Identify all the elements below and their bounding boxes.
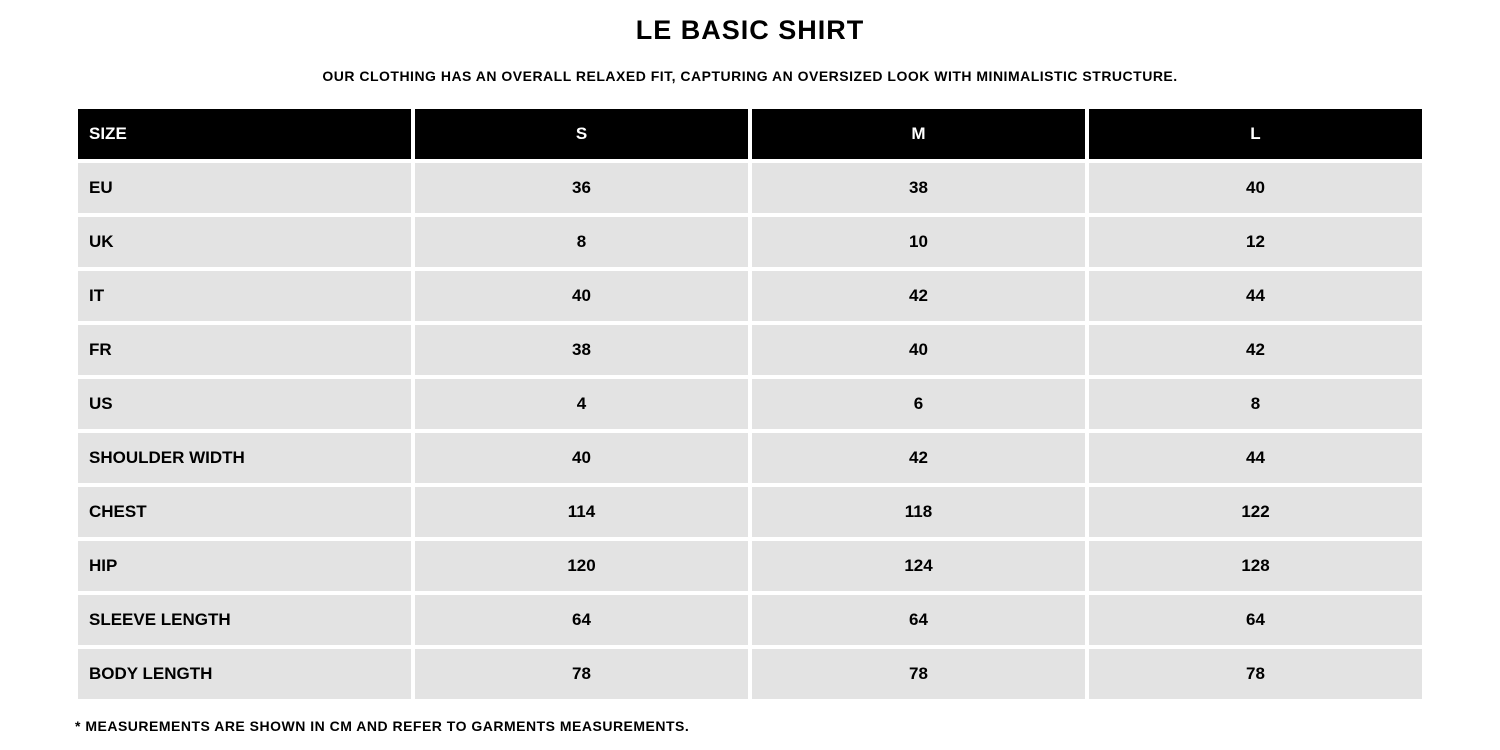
table-header-row: [78, 109, 1422, 159]
cell-value: 114: [415, 487, 748, 537]
row-label: SLEEVE LENGTH: [78, 595, 411, 645]
row-label: HIP: [78, 541, 411, 591]
cell-value: 64: [1089, 595, 1422, 645]
cell-value: 64: [752, 595, 1085, 645]
header-cell-l: L: [1089, 109, 1422, 159]
table-row: [78, 487, 1422, 537]
row-label: SHOULDER WIDTH: [78, 433, 411, 483]
cell-value: 78: [1089, 649, 1422, 699]
cell-value: 36: [415, 163, 748, 213]
table-row: [78, 379, 1422, 429]
cell-value: 8: [415, 217, 748, 267]
table-row: [78, 163, 1422, 213]
table-row: [78, 271, 1422, 321]
cell-value: 42: [1089, 325, 1422, 375]
cell-value: 4: [415, 379, 748, 429]
cell-value: 118: [752, 487, 1085, 537]
header-cell-size: SIZE: [78, 109, 411, 159]
row-label: IT: [78, 271, 411, 321]
table-row: [78, 325, 1422, 375]
header-cell-s: S: [415, 109, 748, 159]
cell-value: 40: [415, 433, 748, 483]
cell-value: 44: [1089, 271, 1422, 321]
cell-value: 42: [752, 433, 1085, 483]
cell-value: 38: [752, 163, 1085, 213]
cell-value: 12: [1089, 217, 1422, 267]
cell-value: 120: [415, 541, 748, 591]
row-label: CHEST: [78, 487, 411, 537]
measurement-footnote: * MEASUREMENTS ARE SHOWN IN CM AND REFER TO GARMENTS MEASUREMENTS.: [75, 718, 690, 734]
table-row: [78, 541, 1422, 591]
row-label: UK: [78, 217, 411, 267]
cell-value: 78: [415, 649, 748, 699]
cell-value: 42: [752, 271, 1085, 321]
cell-value: 128: [1089, 541, 1422, 591]
cell-value: 40: [752, 325, 1085, 375]
cell-value: 6: [752, 379, 1085, 429]
row-label: BODY LENGTH: [78, 649, 411, 699]
cell-value: 8: [1089, 379, 1422, 429]
row-label: EU: [78, 163, 411, 213]
cell-value: 40: [1089, 163, 1422, 213]
page-title: LE BASIC SHIRT: [635, 15, 865, 45]
row-label: US: [78, 379, 411, 429]
cell-value: 44: [1089, 433, 1422, 483]
cell-value: 124: [752, 541, 1085, 591]
cell-value: 78: [752, 649, 1085, 699]
table-row: [78, 217, 1422, 267]
row-label: FR: [78, 325, 411, 375]
header-cell-m: M: [752, 109, 1085, 159]
cell-value: 40: [415, 271, 748, 321]
table-row: [78, 433, 1422, 483]
cell-value: 10: [752, 217, 1085, 267]
fit-description: OUR CLOTHING HAS AN OVERALL RELAXED FIT, CAPTURING AN OVERSIZED LOOK WITH MINIMALISTIC STRUCTURE.: [322, 68, 1178, 84]
size-chart-table: [74, 105, 1426, 703]
table-row: [78, 649, 1422, 699]
cell-value: 64: [415, 595, 748, 645]
table-row: [78, 595, 1422, 645]
cell-value: 38: [415, 325, 748, 375]
cell-value: 122: [1089, 487, 1422, 537]
